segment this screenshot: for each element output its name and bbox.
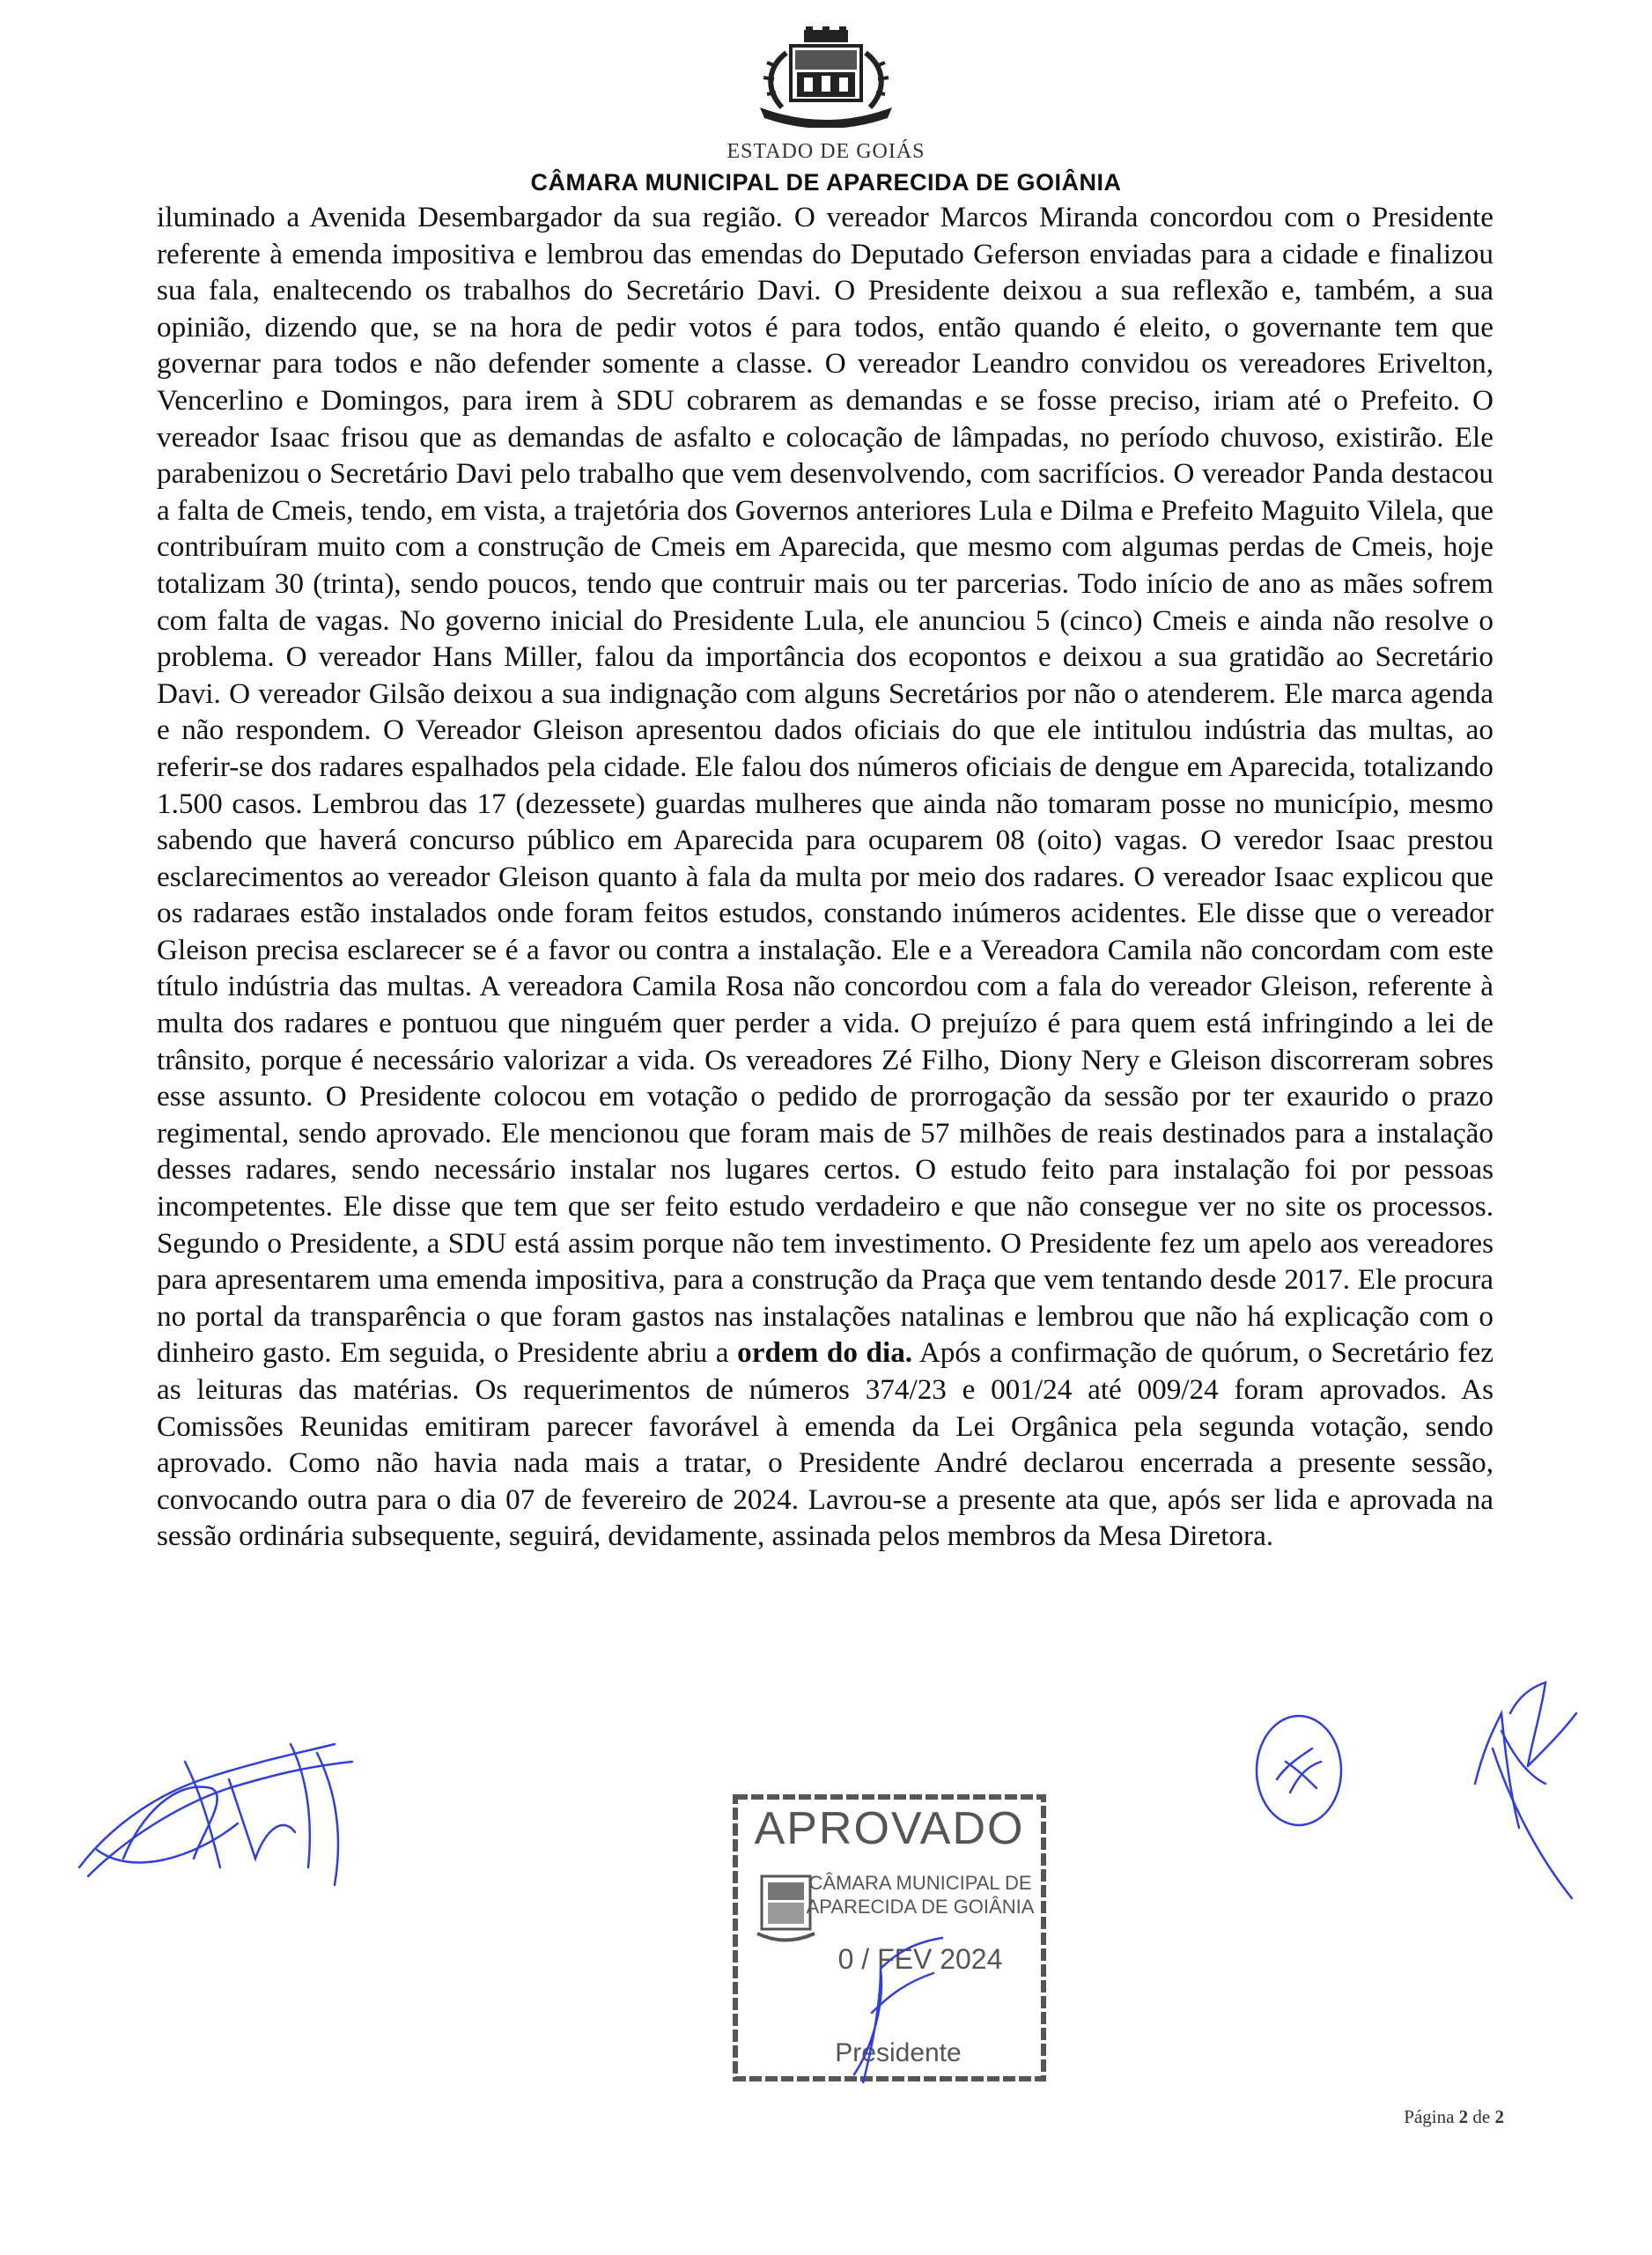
- signature-middle-right: [1246, 1696, 1352, 1837]
- page-total: 2: [1494, 2106, 1504, 2127]
- stamp-line1: CÂMARA MUNICIPAL DE: [808, 1872, 1032, 1894]
- page-current: 2: [1458, 2106, 1469, 2127]
- text-after-bold: Após a confirmação de quórum, o Secretário fez as leituras das matérias. Os requerimentos de números 374/23 e 001/24 até 009/24 foram aprovados. As Comissões Reunidas emitiram parecer favorável à emenda da Lei Orgânica pela segunda votação, sendo aprovado. Como não havia nada mais a tratar, o Presidente André declarou encerrada a presente sessão, convocando outra para o dia 07 de fevereiro de 2024. Lavrou-se a presente ata que, após ser lida e aprovada na sessão ordinária subsequente, seguirá, devidamente, assinada pelos membros da Mesa Diretora.: [157, 1336, 1494, 1553]
- minutes-paragraph: [157, 199, 1493, 1555]
- text-before-bold: iluminado a Avenida Desembargador da sua região. O vereador Marcos Miranda concordou com o Presidente referente à emenda impositiva e lembrou das emendas do Deputado Geferson enviadas para a cidade e finalizou sua fala, enaltecendo os trabalhos do Secretário Davi. O Presidente deixou a sua reflexão e, também, a sua opinião, dizendo que, se na hora de pedir votos é para todos, então quando é eleito, o governante tem que governar para todos e não defender somente a classe. O vereador Leandro convidou os vereadores Erivelton, Vencerlino e Domingos, para irem à SDU cobrarem as demandas e se fosse preciso, iriam até o Prefeito. O vereador Isaac frisou que as demandas de asfalto e colocação de lâmpadas, no período chuvoso, existirão. Ele parabenizou o Secretário Davi pelo trabalho que vem desenvolvendo, com sacrifícios. O vereador Panda destacou a falta de Cmeis, tendo, em vista, a trajetória dos Governos anteriores Lula e Dilma e Prefeito Maguito Vilela, que contribuíram muito com a construção de Cmeis em Aparecida, que mesmo com algumas perdas de Cmeis, hoje totalizam 30 (trinta), sendo poucos, tendo que contruir mais ou ter parcerias. Todo início de ano as mães sofrem com falta de vagas. No governo inicial do Presidente Lula, ele anunciou 5 (cinco) Cmeis e ainda não resolve o problema. O vereador Hans Miller, falou da importância dos ecopontos e deixou a sua gratidão ao Secretário Davi. O vereador Gilsão deixou a sua indignação com alguns Secretários por não o atenderem. Ele marca agenda e não respondem. O Vereador Gleison apresentou dados oficiais do que ele intitulou indústria das multas, ao referir-se dos radares espalhados pela cidade. Ele falou dos números oficiais de dengue em Aparecida, totalizando 1.500 casos. Lembrou das 17 (dezessete) guardas mulheres que ainda não tomaram posse no município, mesmo sabendo que haverá concurso público em Aparecida para ocuparem 08 (oito) vagas. O veredor Isaac prestou esclarecimentos ao vereador Gleison quanto à fala da multa por meio dos radares. O vereador Isaac explicou que os radaraes estão instalados onde foram feitos estudos, constando inúmeros acidentes. Ele disse que o vereador Gleison precisa esclarecer se é a favor ou contra a instalação. Ele e a Vereadora Camila não concordam com este título indústria das multas. A vereadora Camila Rosa não concordou com a fala do vereador Gleison, referente à multa dos radares e pontuou que ninguém quer perder a vida. O prejuízo é para quem está infringindo a lei de trânsito, porque é necessário valorizar a vida. Os vereadores Zé Filho, Diony Nery e Gleison discorreram sobres esse assunto. O Presidente colocou em votação o pedido de prorrogação da sessão por ter exaurido o prazo regimental, sendo aprovado. Ele mencionou que foram mais de 57 milhões de reais destinados para a instalação desses radares, sendo necessário instalar nos lugares certos. O estudo feito para instalação foi por pessoas incompetentes. Ele disse que tem que ser feito estudo verdadeiro e que não consegue ver no site os processos. Segundo o Presidente, a SDU está assim porque não tem investimento. O Presidente fez um apelo aos vereadores para apresentarem uma emenda impositiva, para a construção da Praça que vem tentando desde 2017. Ele procura no portal da transparência o que foram gastos nas instalações natalinas e lembrou que não há explicação com o dinheiro gasto. Em seguida, o Presidente abriu a: [157, 201, 1493, 1370]
- stamp-title: APROVADO: [754, 1803, 1025, 1854]
- page-label: Página: [1404, 2106, 1455, 2127]
- stamp-footer: Presidente: [835, 2038, 962, 2067]
- chamber-name: CÂMARA MUNICIPAL DE APARECIDA DE GOIÂNIA: [530, 169, 1122, 196]
- page-sep: de: [1472, 2106, 1491, 2127]
- signature-left: [70, 1726, 387, 1920]
- state-name: ESTADO DE GOIÁS: [726, 140, 926, 163]
- minutes-body: [157, 199, 1493, 1555]
- coat-of-arms-icon: [742, 26, 910, 128]
- bold-phrase: ordem do dia.: [737, 1336, 913, 1370]
- document-header: [0, 26, 1652, 196]
- signature-right: [1457, 1678, 1598, 1907]
- stamp-graphic: [731, 1793, 1048, 2083]
- stamp-date: 0 / FEV 2024: [837, 1943, 1003, 1975]
- stamp-line2: APARECIDA DE GOIÂNIA: [806, 1896, 1035, 1918]
- page-number: [1404, 2106, 1504, 2128]
- approval-stamp: [731, 1793, 1048, 2083]
